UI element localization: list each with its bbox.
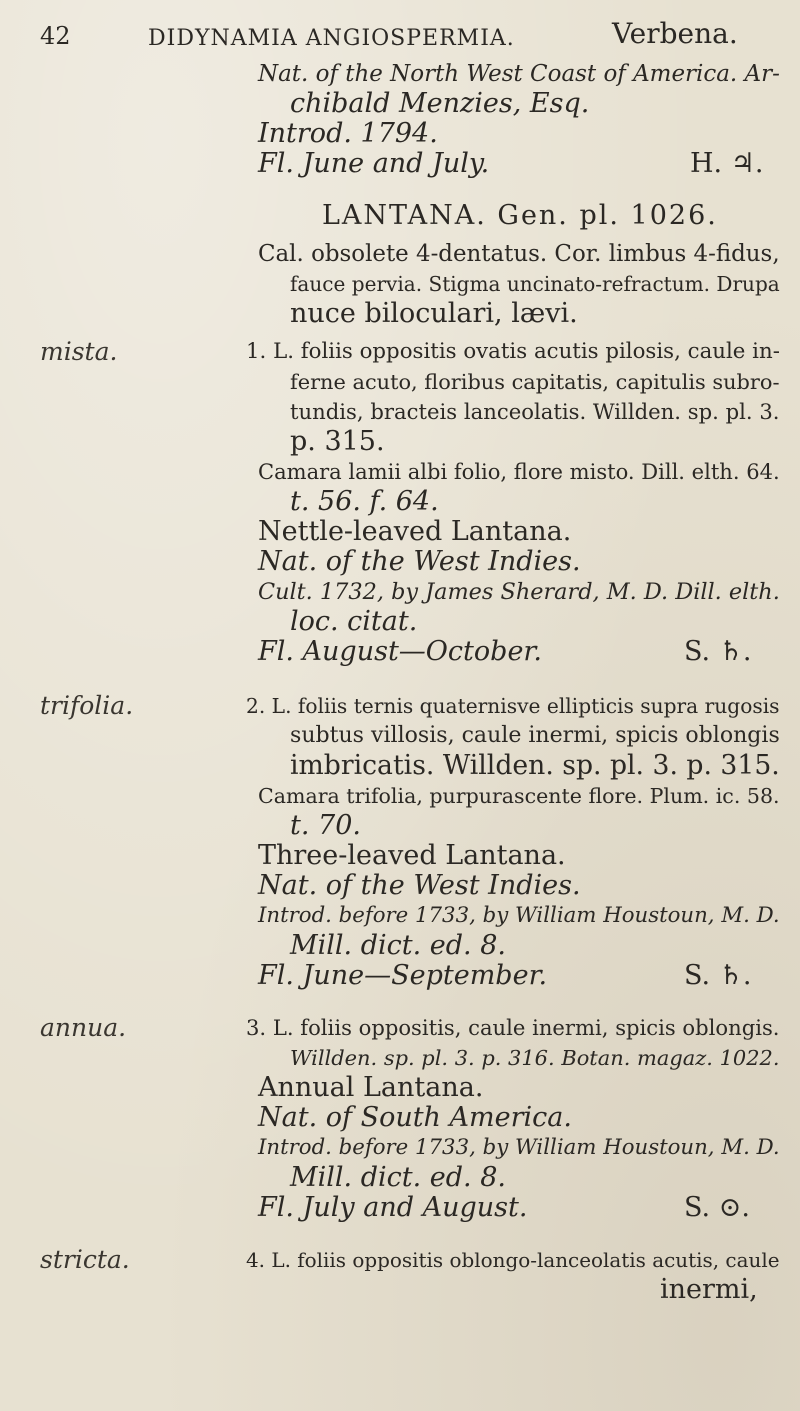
- text-line: Nat. of the West Indies.: [258, 546, 581, 577]
- text-line: imbricatis. Willden. sp. pl. 3. p. 315.: [290, 750, 780, 781]
- text-line: Cal. obsolete 4-dentatus. Cor. limbus 4-fidus,: [258, 241, 780, 267]
- text-line: fauce pervia. Stigma uncinato-refractum. Drupa: [290, 272, 780, 296]
- text-line: Cult. 1732, by James Sherard, M. D. Dill. elth.: [258, 579, 780, 605]
- margin-note-annua: annua.: [40, 1013, 127, 1042]
- text-line: Fl. June and July.: [258, 148, 490, 179]
- margin-note-mista: mista.: [40, 337, 118, 366]
- text-line: tundis, bracteis lanceolatis. Willden. sp. pl. 3.: [290, 399, 780, 424]
- running-title: DIDYNAMIA ANGIOSPERMIA.: [148, 26, 515, 51]
- text-line: Willden. sp. pl. 3. p. 316. Botan. magaz. 1022.: [290, 1046, 780, 1070]
- text-line: Nettle-leaved Lantana.: [258, 516, 572, 547]
- text-line: Camara lamii albi folio, flore misto. Dill. elth. 64.: [258, 459, 780, 484]
- habit-symbol: S. ⊙.: [684, 1192, 750, 1223]
- text-line: Nat. of the North West Coast of America. Ar-: [258, 61, 780, 87]
- text-line: Three-leaved Lantana.: [258, 840, 566, 871]
- text-line: p. 315.: [290, 426, 385, 457]
- margin-note-trifolia: trifolia.: [40, 691, 134, 720]
- text-line: Fl. August—October.: [258, 636, 542, 667]
- text-line: Mill. dict. ed. 8.: [290, 930, 506, 961]
- genus-heading: LANTANA. Gen. pl. 1026.: [322, 200, 718, 231]
- text-line: 4. L. foliis oppositis oblongo-lanceolatis acutis, caule: [246, 1248, 780, 1272]
- page-number: 42: [40, 22, 71, 50]
- text-line: chibald Menzies, Esq.: [290, 88, 590, 119]
- genus-title: Verbena.: [612, 17, 738, 50]
- text-line: 3. L. foliis oppositis, caule inermi, spicis oblongis.: [246, 1015, 780, 1040]
- text-line: Nat. of South America.: [258, 1102, 572, 1133]
- text-line: subtus villosis, caule inermi, spicis oblongis: [290, 723, 780, 748]
- habit-symbol: S. ♄.: [684, 636, 752, 667]
- text-line: Camara trifolia, purpurascente flore. Plum. ic. 58.: [258, 784, 780, 808]
- text-line: Nat. of the West Indies.: [258, 870, 581, 901]
- text-line: Annual Lantana.: [258, 1072, 484, 1103]
- margin-note-stricta: stricta.: [40, 1245, 130, 1274]
- text-line: 2. L. foliis ternis quaternisve ellipticis supra rugosis: [246, 694, 780, 718]
- text-line: nuce biloculari, lævi.: [290, 298, 578, 329]
- text-line: Introd. 1794.: [258, 118, 438, 149]
- habit-symbol: S. ♄.: [684, 960, 752, 991]
- text-line: Mill. dict. ed. 8.: [290, 1162, 506, 1193]
- text-line: loc. citat.: [290, 606, 418, 637]
- text-line: Introd. before 1733, by William Houstoun, M. D.: [258, 903, 780, 928]
- text-line: Introd. before 1733, by William Houstoun, M. D.: [258, 1135, 780, 1160]
- text-line: t. 56. f. 64.: [290, 486, 439, 517]
- text-line: inermi,: [660, 1274, 758, 1305]
- text-line: Fl. June—September.: [258, 960, 548, 991]
- text-line: 1. L. foliis oppositis ovatis acutis pilosis, caule in-: [246, 339, 780, 364]
- text-line: Fl. July and August.: [258, 1192, 528, 1223]
- habit-symbol: H. ♃.: [690, 148, 764, 179]
- text-line: ferne acuto, floribus capitatis, capitulis subro-: [290, 370, 780, 394]
- text-line: t. 70.: [290, 810, 361, 841]
